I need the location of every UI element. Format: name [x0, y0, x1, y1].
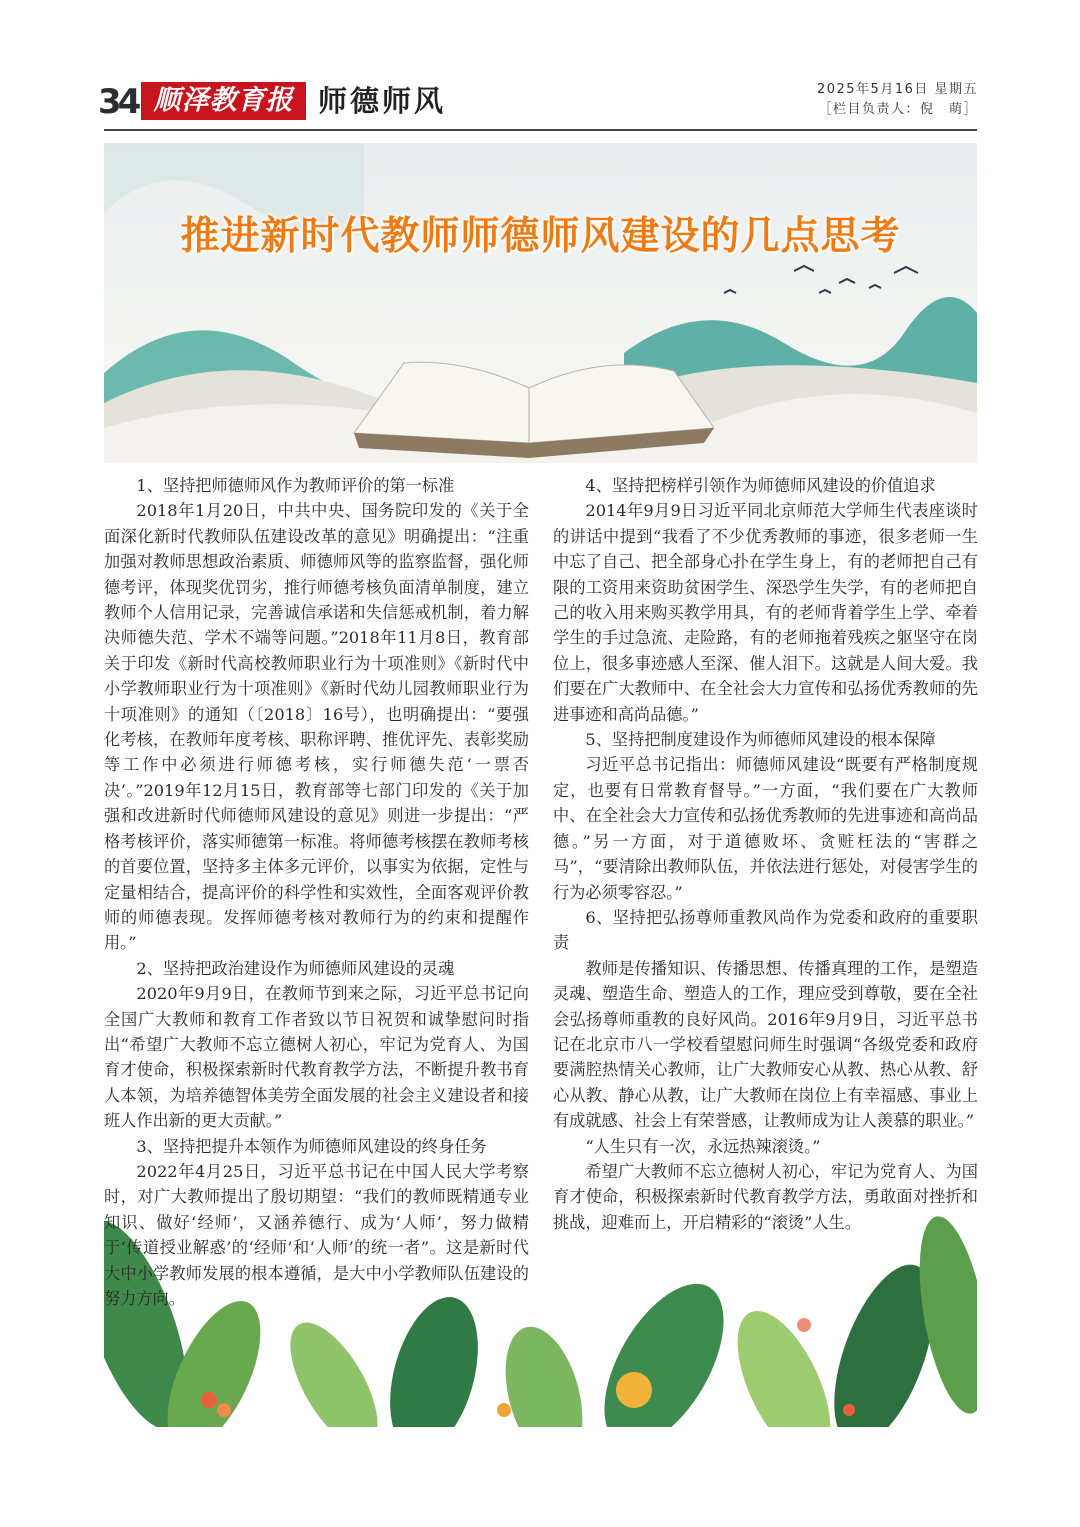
paragraph: 2020年9月9日，在教师节到来之际，习近平总书记向全国广大教师和教育工作者致以节日祝贺和诚挚慰问时指出“希望广大教师不忘立德树人初心，牢记为党育人、为国育才使命，积极探索新时代教育教学方法，不断提升教书育人本领，为培养德智体美劳全面发展的社会主义建设者和接班人作出新的更大贡献。”: [104, 984, 529, 1131]
issue-date: 2025年5月16日 星期五: [816, 82, 978, 97]
issue-info: [817, 80, 978, 120]
article-title: 推进新时代教师师德师风建设的几点思考: [180, 214, 901, 259]
subheading-3: 3、坚持把提升本领作为师德师风建设的终身任务: [136, 1136, 487, 1156]
article-left-column: [104, 473, 529, 1311]
banner-illustration: [104, 143, 977, 463]
subheading-4: 4、坚持把榜样引领作为师德师风建设的价值追求: [585, 476, 936, 495]
header-rule: [104, 129, 977, 131]
closing-paragraph: 希望广大教师不忘立德树人初心，牢记为党育人、为国育才使命，积极探索新时代教育教学方法，勇敢面对挫折和挑战，迎难而上，开启精彩的“滚烫”人生。: [553, 1161, 978, 1232]
subheading-1: 1、坚持把师德师风作为教师评价的第一标准: [136, 476, 455, 495]
paragraph: 习近平总书记指出：师德师风建设“既要有严格制度规定，也要有日常教育督导。”一方面，“我们要在广大教师中、在全社会大力宣传和弘扬优秀教师的先进事迹和高尚品德。”另一方面，对于道德败坏、贪赃枉法的“害群之马”，“要清除出教师队伍，并依法进行惩处，对侵害学生的行为必须零容忍。”: [553, 755, 978, 902]
subheading-6: 6、坚持把弘扬尊师重教风尚作为党委和政府的重要职责: [553, 907, 978, 953]
paragraph: 教师是传播知识、传播思想、传播真理的工作，是塑造灵魂、塑造生命、塑造人的工作，理应受到尊敬，要在全社会弘扬尊师重教的良好风尚。2016年9月9日，习近平总书记在北京市八一学校看望慰问师生时强调“各级党委和政府要满腔热情关心教师，让广大教师安心从教、热心从教、舒心从教、静心从教，让广大教师在岗位上有幸福感、事业上有成就感、社会上有荣誉感，让教师成为让人羡慕的职业。”: [553, 958, 978, 1131]
quote-paragraph: “人生只有一次，永远热辣滚烫。”: [585, 1136, 821, 1156]
page-number: 34: [98, 82, 138, 122]
birds-icon: [724, 266, 918, 293]
paragraph: 2014年9月9日习近平同北京师范大学师生代表座谈时的讲话中提到“我看了不少优秀教师的事迹，很多老师一生中忘了自己、把全部身心扑在学生身上，有的老师把自己有限的工资用来资助贫困学生、深恐学生失学，有的老师把自己的收入用来购买教学用具，有的老师背着学生上学、牵着学生的手过急流、走险路，有的老师拖着残疾之躯坚守在岗位上，很多事迹感人至深、催人泪下。这就是人间大爱。我们要在广大教师中、在全社会大力宣传和弘扬优秀教师的先进事迹和高尚品德。”: [553, 501, 978, 724]
section-title: 师德师风: [318, 84, 447, 118]
paragraph: 2022年4月25日，习近平总书记在中国人民大学考察时，对广大教师提出了殷切期望：“我们的教师既精通专业知识、做好‘经师’，又涵养德行、成为‘人师’，努力做精于‘传道授业解惑’的‘经师’和‘人师’的统一者”。这是新时代大中小学教师发展的根本遵循，是大中小学教师队伍建设的努力方向。: [104, 1161, 529, 1308]
banner-image: [104, 143, 977, 463]
newspaper-masthead: 顺泽教育报: [141, 82, 306, 120]
article-right-column: [553, 473, 978, 1235]
page-header: [98, 80, 978, 124]
column-editor: ［栏目负责人：倪 萌］: [818, 102, 978, 117]
subheading-2: 2、坚持把政治建设作为师德师风建设的灵魂: [136, 958, 455, 978]
paragraph: 2018年1月20日，中共中央、国务院印发的《关于全面深化新时代教师队伍建设改革的意见》明确提出：“注重加强对教师思想政治素质、师德师风等的监察监督，强化师德考评，体现奖优罚劣，推行师德考核负面清单制度，建立教师个人信用记录，完善诚信承诺和失信惩戒机制，着力解决师德失范、学术不端等问题。”2018年11月8日，教育部关于印发《新时代高校教师职业行为十项准则》《新时代中小学教师职业行为十项准则》《新时代幼儿园教师职业行为十项准则》的通知（〔2018〕16号），也明确提出：“要强化考核，在教师年度考核、职称评聘、推优评先、表彰奖励等工作中必须进行师德考核，实行师德失范‘一票否决’。”2019年12月15日，教育部等七部门印发的《关于加强和改进新时代师德师风建设的意见》则进一步提出：“严格考核评价，落实师德第一标准。将师德考核摆在教师考核的首要位置，坚持多主体多元评价，以事实为依据，定性与定量相结合，提高评价的科学性和实效性，全面客观评价教师的师德表现。发挥师德考核对教师行为的约束和提醒作用。”: [104, 501, 529, 953]
subheading-5: 5、坚持把制度建设作为师德师风建设的根本保障: [585, 730, 936, 750]
